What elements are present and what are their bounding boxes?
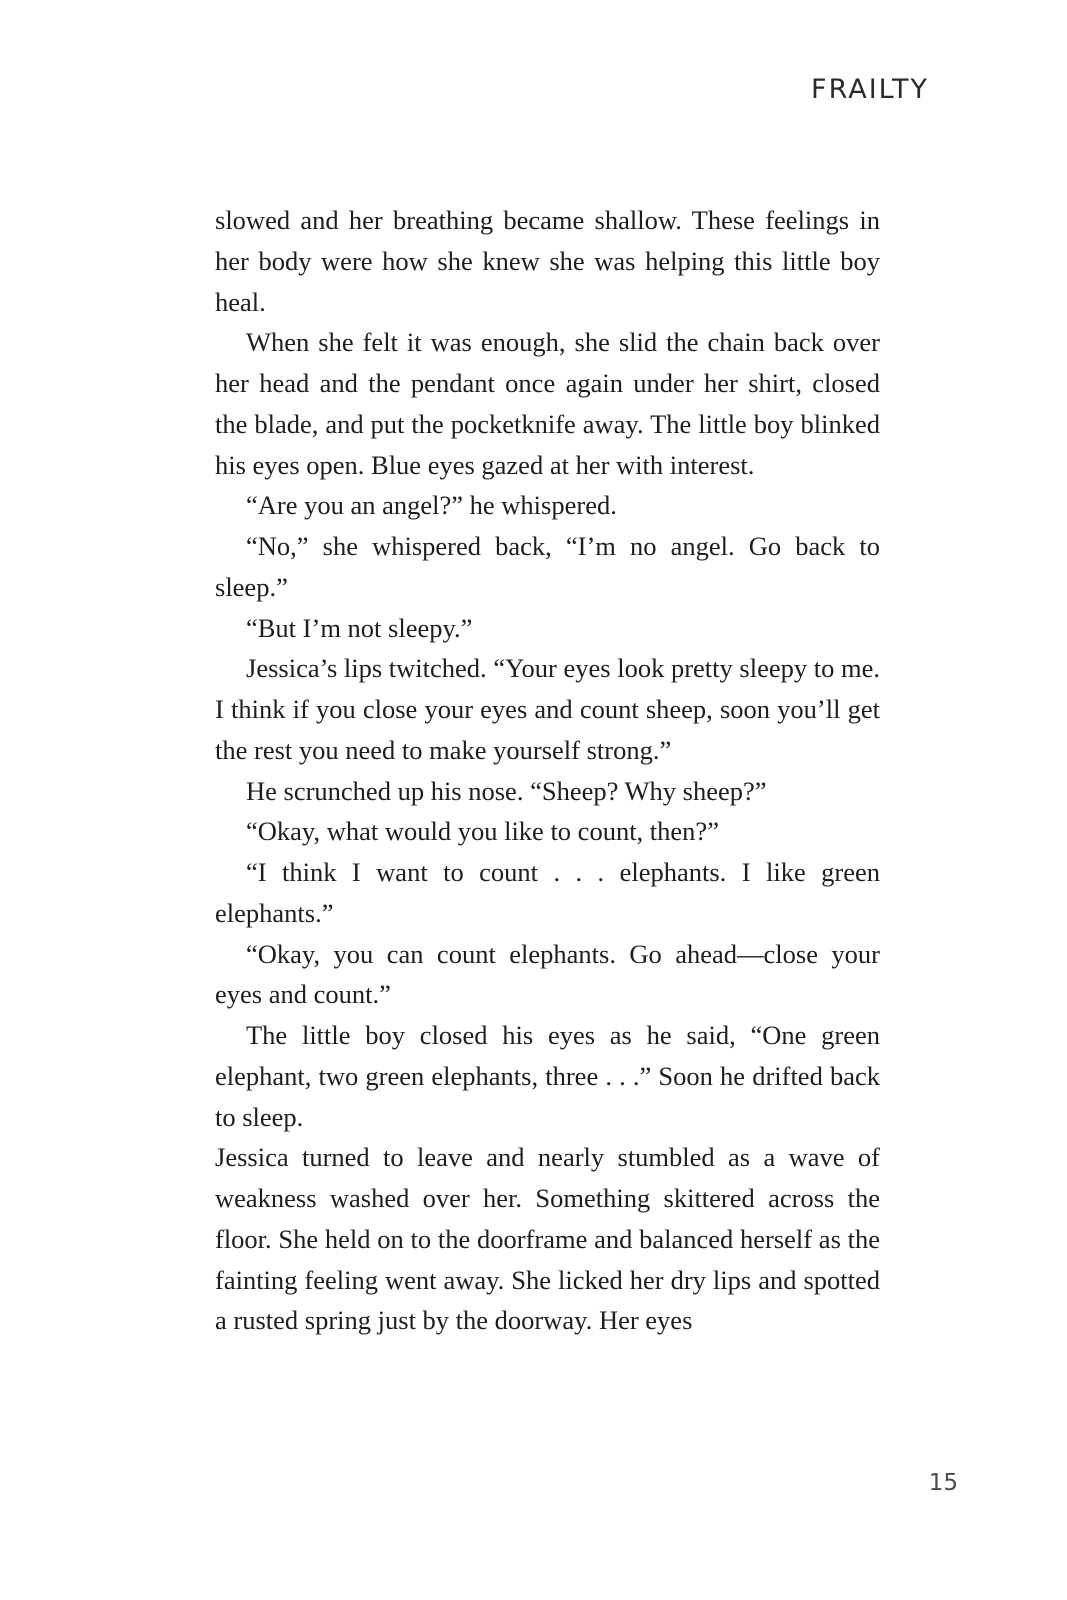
paragraph: Jessica’s lips twitched. “Your eyes look pretty sleepy to me. I think if you close your eyes and count sheep, soon you’ll get the rest you need to make yourself strong.” [215,653,880,765]
paragraph: “I think I want to count . . . elephants. I like green elephants.” [215,857,880,928]
paragraph: “But I’m not sleepy.” [246,612,473,643]
paragraph: “Okay, you can count elephants. Go ahead—close your eyes and count.” [215,938,880,1010]
page-number: 15 [928,1470,958,1496]
paragraph: “Okay, what would you like to count, then?” [246,816,719,847]
paragraph: He scrunched up his nose. “Sheep? Why sheep?” [246,775,767,806]
body-text [215,200,880,1341]
paragraph: “Are you an angel?” he whispered. [246,490,617,521]
paragraph: When she felt it was enough, she slid the chain back over her head and the pendant once again under her shirt, closed the blade, and put the pocketknife away. The little boy blinked his eyes open. Blue eyes gazed at her with interest. [215,327,880,480]
paragraph: “No,” she whispered back, “I’m no angel. Go back to sleep.” [215,531,880,602]
paragraph: Jessica turned to leave and nearly stumbled as a wave of weakness washed over her. Something skittered across the floor. She held on to the doorframe and balanced herself as the fainting feeling went away. She licked her dry lips and spotted a rusted spring just by the doorway. Her eyes [215,1142,880,1336]
paragraph: The little boy closed his eyes as he said, “One green elephant, two green elephants, three . . .” Soon he drifted back to sleep. [215,1020,880,1132]
running-head-title: FRAILTY [811,74,929,105]
paragraph: slowed and her breathing became shallow. These feelings in her body were how she knew she was helping this little boy heal. [215,205,880,317]
